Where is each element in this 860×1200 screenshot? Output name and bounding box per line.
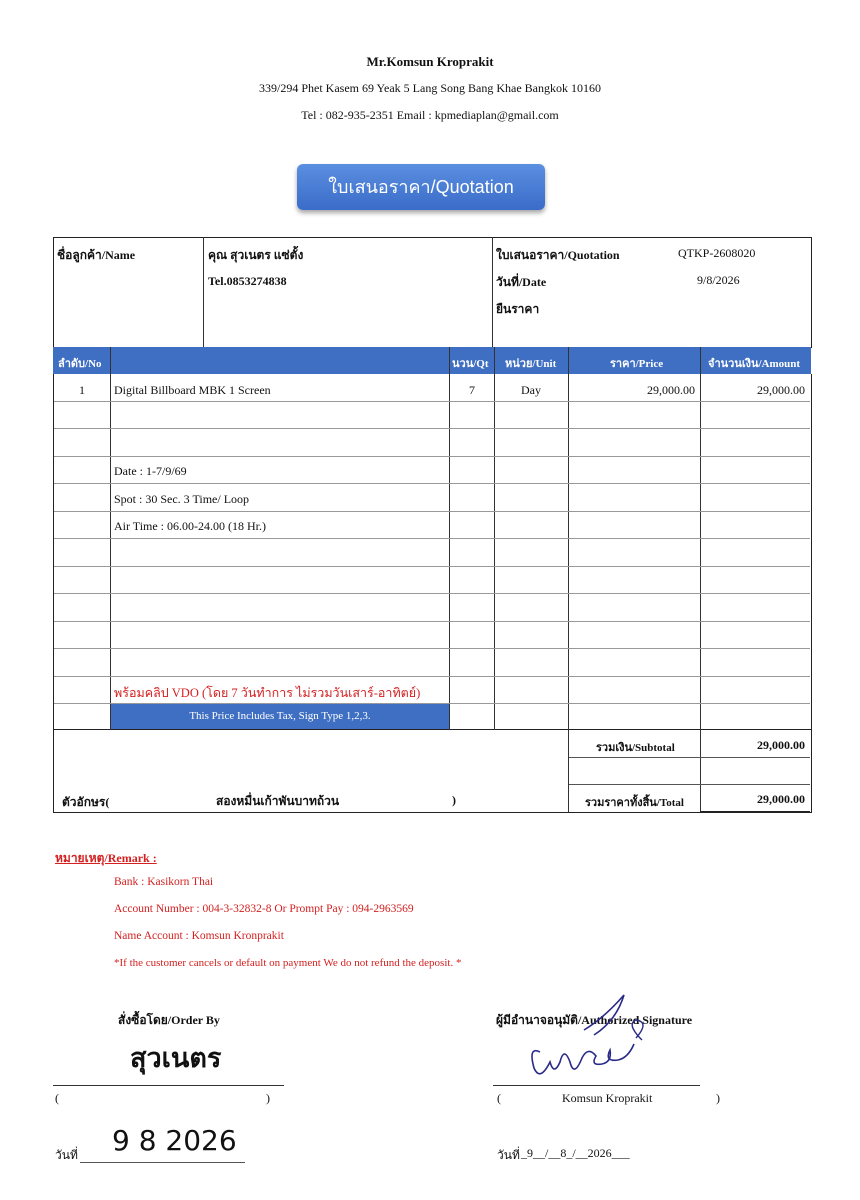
item-qty: 7 [469,383,475,397]
item-no: 1 [79,383,85,397]
amount-words-label: ตัวอักษร( [62,795,110,809]
total-value: 29,000.00 [757,792,805,806]
detail-date: Date : 1-7/9/69 [114,464,187,478]
remark-title: หมายเหตุ/Remark : [55,851,157,865]
auth-open-paren: ( [497,1091,501,1105]
item-amount: 29,000.00 [757,383,805,397]
order-date-label: วันที่ [55,1148,78,1162]
remark-account: Account Number : 004-3-32832-8 Or Prompt Pay : 094-2963569 [114,903,414,915]
auth-close-paren: ) [716,1091,720,1105]
order-date-handwritten: 9 8 2026 [112,1124,237,1157]
company-name: Mr.Komsun Kroprakit [366,54,494,69]
company-contact: Tel : 082-935-2351 Email : kpmediaplan@gmail.com [301,108,559,122]
remark-deposit: *If the customer cancels or default on payment We do not refund the deposit. * [114,957,462,969]
tax-note: This Price Includes Tax, Sign Type 1,2,3. [189,710,371,722]
authorized-name: Komsun Kroprakit [562,1091,653,1105]
subtotal-value: 29,000.00 [757,738,805,752]
amount-words-value: สองหมื่นเก้าพันบาทถ้วน [216,794,340,808]
customer-name-label: ชื่อลูกค้า/Name [57,248,136,262]
item-price: 29,000.00 [647,383,695,397]
company-address: 339/294 Phet Kasem 69 Yeak 5 Lang Song Bang Khae Bangkok 10160 [259,81,601,95]
header-qty: นวน/Qt [452,358,489,370]
authorized-label: ผู้มีอำนาจอนุมัติ/Authorized Signature [496,1013,693,1027]
customer-tel: Tel.0853274838 [208,274,287,288]
quote-date-label: วันที่/Date [496,275,547,289]
remark-account-name: Name Account : Komsun Kronprakit [114,930,284,942]
auth-date-label: วันที่ [497,1148,520,1162]
handwritten-signature [510,990,680,1090]
quote-label: ใบเสนอราคา/Quotation [496,248,620,262]
header-no: ลำดับ/No [58,358,102,370]
item-description: Digital Billboard MBK 1 Screen [114,383,271,397]
customer-name-value: คุณ สุวเนตร แซ่ตั้ง [208,248,304,262]
quote-date-value: 9/8/2026 [697,273,740,287]
table-header-row [53,347,811,374]
totals-box [53,729,812,813]
order-by-label: สั่งซื้อโดย/Order By [118,1013,220,1027]
vdo-note: พร้อมคลิป VDO (โดย 7 วันทำการ ไม่รวมวันเสาร์-อาทิตย์) [114,686,421,700]
quote-validity-label: ยืนราคา [496,302,540,316]
detail-spot: Spot : 30 Sec. 3 Time/ Loop [114,492,250,506]
header-amount: จำนวนเงิน/Amount [708,358,801,370]
quote-number: QTKP-2608020 [678,246,756,260]
order-by-handwritten-name: สุวเนตร [130,1043,222,1074]
quotation-title-button: ใบเสนอราคา/Quotation [297,164,545,210]
subtotal-label: รวมเงิน/Subtotal [596,742,675,754]
total-label: รวมราคาทั้งสิ้น/Total [585,797,684,809]
order-close-paren: ) [266,1091,270,1105]
item-unit: Day [521,383,541,397]
amount-words-close: ) [452,793,456,807]
detail-airtime: Air Time : 06.00-24.00 (18 Hr.) [114,519,267,533]
order-open-paren: ( [55,1091,59,1105]
remark-bank: Bank : Kasikorn Thai [114,876,214,888]
auth-date-value: _9__/__8_/__2026___ [521,1146,630,1160]
header-price: ราคา/Price [610,358,664,370]
header-unit: หน่วย/Unit [505,358,557,370]
